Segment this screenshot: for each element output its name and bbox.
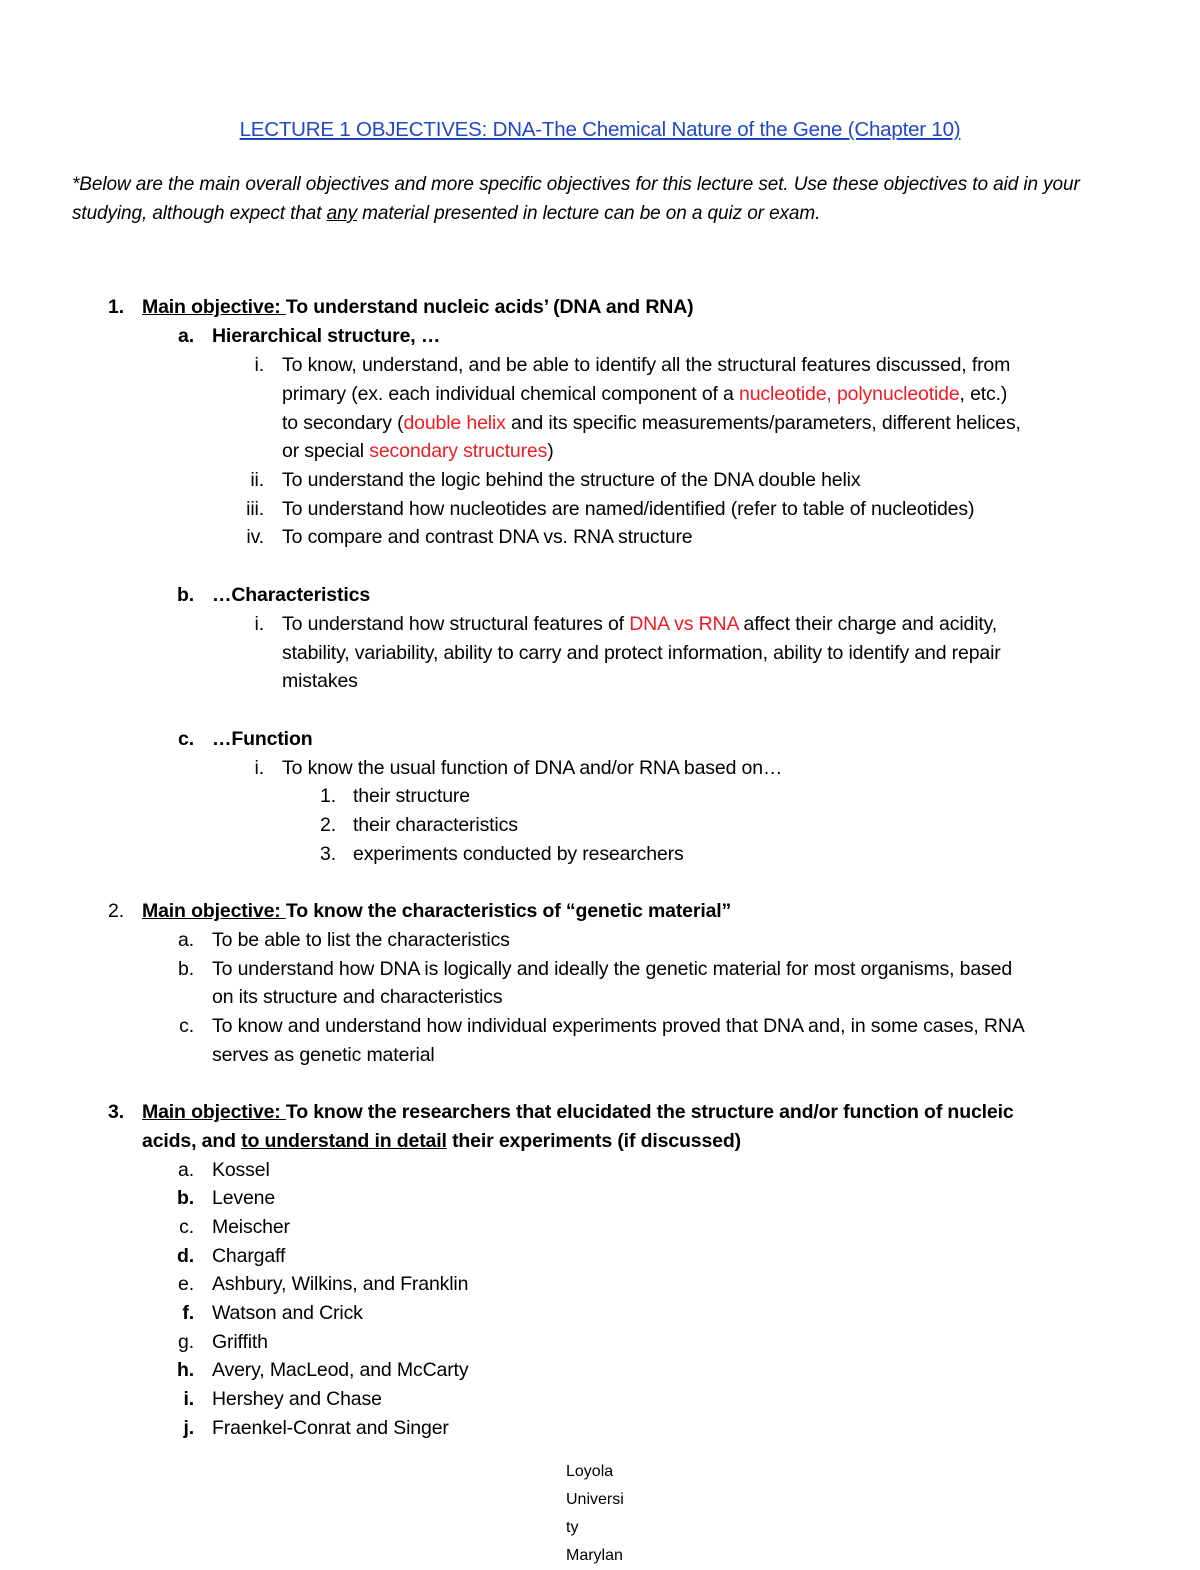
objective-1b-i-number: i. <box>254 613 264 635</box>
researcher-item-text: Fraenkel-Conrat and Singer <box>212 1417 449 1439</box>
researcher-item-text: Ashbury, Wilkins, and Franklin <box>212 1273 469 1295</box>
objective-1-lead: Main objective: <box>142 296 286 318</box>
objective-1a-ii-number: ii. <box>250 469 264 491</box>
objective-2b-line1: To understand how DNA is logically and ideally the genetic material for most organisms, based <box>212 958 1013 980</box>
footer-institution <box>566 1458 624 1570</box>
researcher-item-text: Levene <box>212 1187 276 1209</box>
objective-1a-i-line4-highlight: secondary structures <box>369 440 548 462</box>
objective-1c-i-number: i. <box>254 757 264 779</box>
objective-1a-i-line3-b: and its specific measurements/parameters, different helices, <box>505 412 1021 434</box>
researcher-item-number: e. <box>178 1273 194 1295</box>
objective-2c-number: c. <box>179 1015 194 1037</box>
objective-1a-i-line4-a: or special <box>282 440 370 462</box>
objective-1-number: 1. <box>108 296 124 318</box>
footer-line: Loyola <box>566 1463 614 1480</box>
researcher-item-number: h. <box>176 1359 194 1381</box>
objective-1b-i-line2: stability, variability, ability to carry and protect information, ability to identify and repair <box>282 642 1001 664</box>
objective-3-number: 3. <box>108 1101 124 1123</box>
objective-1c-i-1-number: 1. <box>320 785 336 807</box>
objective-2-lead: Main objective: <box>142 900 286 922</box>
objective-2b-number: b. <box>178 958 194 980</box>
objective-2c-line2: serves as genetic material <box>212 1044 435 1066</box>
objective-3-line2-underlined: to understand in detail <box>241 1130 447 1152</box>
intro-text-1: *Below are the main overall objectives and more specific objectives for this lecture set. Use these objectives to aid in your studying, although expect that <box>72 174 1080 224</box>
objective-1a-i-line1: To know, understand, and be able to identify all the structural features discussed, from <box>282 354 1011 376</box>
objective-1a-iv-text: To compare and contrast DNA vs. RNA structure <box>282 526 693 548</box>
objective-2-number: 2. <box>108 900 124 922</box>
objective-1a-iii-text: To understand how nucleotides are named/identified (refer to table of nucleotides) <box>282 498 975 520</box>
researcher-item-text: Chargaff <box>212 1245 286 1267</box>
footer-line: ty <box>566 1519 579 1536</box>
objective-2a-number: a. <box>178 929 194 951</box>
objective-1b-i-line1-highlight: DNA vs RNA <box>629 613 739 635</box>
objective-1a-number: a. <box>178 325 194 347</box>
objective-2-text <box>142 897 731 926</box>
objective-1a-iii-number: iii. <box>246 498 264 520</box>
objective-3-lead: Main objective: <box>142 1101 286 1123</box>
objective-3-body: To know the researchers that elucidated the structure and/or function of nucleic <box>285 1101 1014 1123</box>
researcher-item-number: a. <box>178 1159 194 1181</box>
objective-1b-i-line1-b: affect their charge and acidity, <box>738 613 998 635</box>
objective-1a-label: Hierarchical structure, … <box>212 325 441 347</box>
researcher-item-text: Watson and Crick <box>212 1302 363 1324</box>
objective-1a-i-line2-highlight: nucleotide, polynucleotide <box>739 383 960 405</box>
researcher-item-text: Hershey and Chase <box>212 1388 382 1410</box>
objective-1c-number: c. <box>178 728 194 750</box>
researcher-item-number: f. <box>182 1302 194 1324</box>
intro-paragraph <box>72 170 1132 228</box>
objective-1-body: To understand nucleic acids’ (DNA and RNA) <box>285 296 694 318</box>
page-title: LECTURE 1 OBJECTIVES: DNA-The Chemical Nature of the Gene (Chapter 10) <box>239 118 961 141</box>
objective-1a-i-line4-b: ) <box>547 440 554 462</box>
objective-1-text <box>142 293 693 322</box>
footer-line: Marylan <box>566 1547 623 1564</box>
researcher-item-number: c. <box>179 1216 194 1238</box>
footer-line: Universi <box>566 1491 624 1508</box>
researcher-item-number: b. <box>176 1187 194 1209</box>
objective-1a-i-line2-a: primary (ex. each individual chemical component of a <box>282 383 740 405</box>
objective-3-line1 <box>142 1098 1014 1127</box>
objective-1c-i-1-text: their structure <box>353 785 470 807</box>
objective-3-line2-b: their experiments (if discussed) <box>446 1130 741 1152</box>
objective-2-body: To know the characteristics of “genetic material” <box>285 900 732 922</box>
intro-any: any <box>326 203 357 224</box>
objective-1b-i-line1-a: To understand how structural features of <box>282 613 630 635</box>
objective-1a-i-line4 <box>282 437 554 466</box>
objective-1c-i-3-number: 3. <box>320 843 336 865</box>
objective-1c-i-text: To know the usual function of DNA and/or RNA based on… <box>282 757 783 779</box>
researcher-item-text: Meischer <box>212 1216 290 1238</box>
objective-1b-label: …Characteristics <box>212 584 371 606</box>
researcher-item-text: Kossel <box>212 1159 270 1181</box>
objective-1a-i-line2-b: , etc.) <box>959 383 1008 405</box>
objective-1c-i-3-text: experiments conducted by researchers <box>353 843 684 865</box>
objective-1a-i-line3 <box>282 409 1021 438</box>
objective-1b-number: b. <box>176 584 194 606</box>
researcher-item-text: Griffith <box>212 1331 268 1353</box>
objective-3-line2-a: acids, and <box>142 1130 242 1152</box>
objective-1b-i-line3: mistakes <box>282 670 358 692</box>
objective-3-line2 <box>142 1127 741 1156</box>
researcher-item-text: Avery, MacLeod, and McCarty <box>212 1359 469 1381</box>
objective-1a-i-line3-a: to secondary ( <box>282 412 404 434</box>
objective-1c-i-2-number: 2. <box>320 814 336 836</box>
researcher-item-number: g. <box>178 1331 194 1353</box>
objective-1a-i-number: i. <box>254 354 264 376</box>
researcher-item-number: j. <box>183 1417 194 1439</box>
objective-2a-text: To be able to list the characteristics <box>212 929 510 951</box>
researcher-item-number: d. <box>176 1245 194 1267</box>
objective-1c-i-2-text: their characteristics <box>353 814 518 836</box>
objective-1a-i-line2 <box>282 380 1007 409</box>
objective-1a-iv-number: iv. <box>246 526 264 548</box>
researcher-item-number: i. <box>183 1388 194 1410</box>
objective-1a-ii-text: To understand the logic behind the structure of the DNA double helix <box>282 469 861 491</box>
objective-2c-line1: To know and understand how individual experiments proved that DNA and, in some cases, RNA <box>212 1015 1025 1037</box>
intro-text-2: material presented in lecture can be on a quiz or exam. <box>356 203 821 224</box>
objective-2b-line2: on its structure and characteristics <box>212 986 503 1008</box>
objective-1a-i-line3-highlight: double helix <box>403 412 506 434</box>
objective-1c-label: …Function <box>212 728 313 750</box>
objective-1b-i-line1 <box>282 610 997 639</box>
